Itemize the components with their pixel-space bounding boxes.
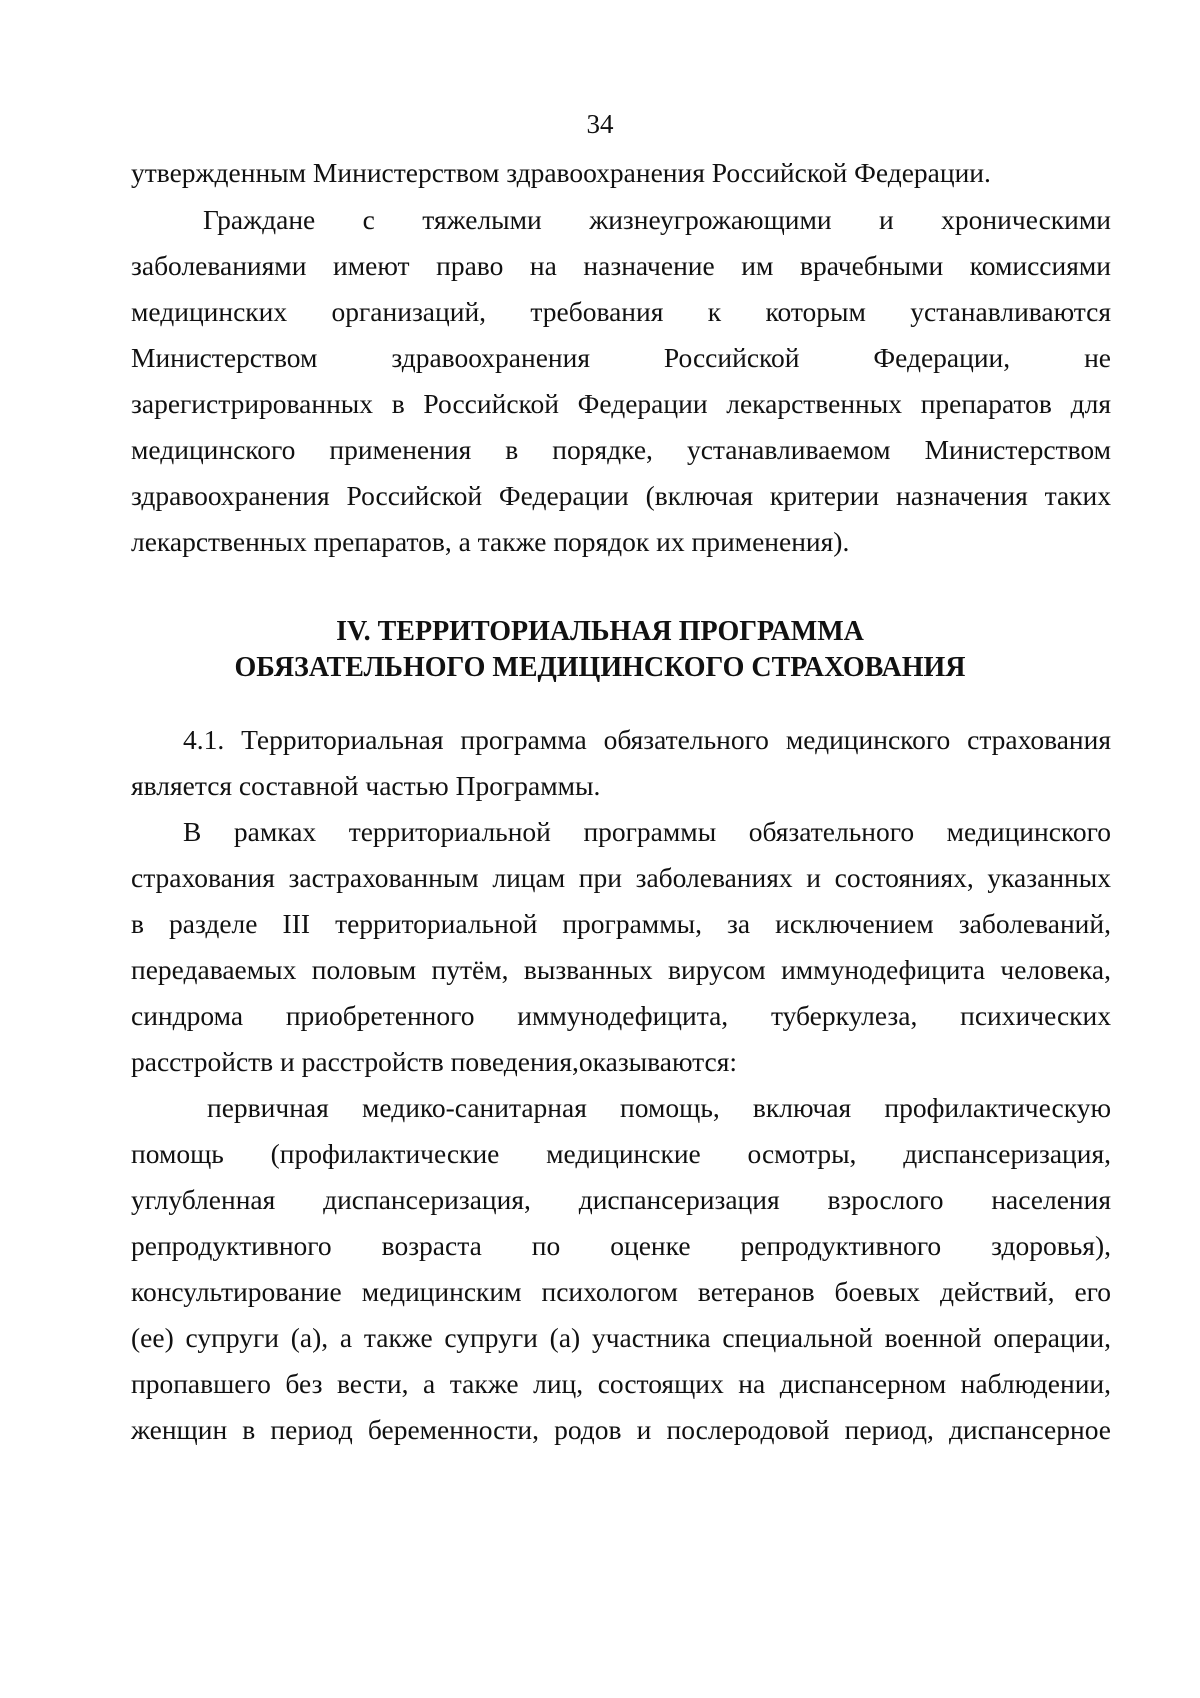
text-line: страхования застрахованным лицам при заболеваниях и состояниях, указанных bbox=[131, 862, 1111, 893]
text-line: пропавшего без вести, а также лиц, состоящих на диспансерном наблюдении, bbox=[131, 1368, 1111, 1399]
text-line: передаваемых половым путём, вызванных вирусом иммунодефицита человека, bbox=[131, 954, 1111, 985]
section-heading-line-2: ОБЯЗАТЕЛЬНОГО МЕДИЦИНСКОГО СТРАХОВАНИЯ bbox=[234, 652, 966, 683]
text-line: расстройств и расстройств поведения,оказываются: bbox=[131, 1046, 738, 1077]
text-line: В рамках территориальной программы обязательного медицинского bbox=[183, 816, 1111, 847]
text-line: репродуктивного возраста по оценке репродуктивного здоровья), bbox=[131, 1230, 1111, 1261]
section-heading-line-1: IV. ТЕРРИТОРИАЛЬНАЯ ПРОГРАММА bbox=[336, 616, 864, 647]
text-line: заболеваниями имеют право на назначение им врачебными комиссиями bbox=[131, 250, 1111, 281]
text-line: углубленная диспансеризация, диспансеризация взрослого населения bbox=[131, 1184, 1111, 1215]
text-line: (ее) супруги (а), а также супруги (а) участника специальной военной операции, bbox=[131, 1322, 1111, 1353]
page-number: 34 bbox=[586, 109, 614, 139]
text-line: в разделе III территориальной программы, за исключением заболеваний, bbox=[131, 908, 1111, 939]
text-line: зарегистрированных в Российской Федерации лекарственных препаратов для bbox=[131, 388, 1111, 419]
text-line: медицинских организаций, требования к которым устанавливаются bbox=[131, 296, 1111, 327]
text-line: Граждане с тяжелыми жизнеугрожающими и хроническими bbox=[203, 204, 1111, 235]
text-line: женщин в период беременности, родов и послеродовой период, диспансерное bbox=[131, 1414, 1111, 1445]
text-line: консультирование медицинским психологом ветеранов боевых действий, его bbox=[131, 1276, 1111, 1307]
text-line: утвержденным Министерством здравоохранения Российской Федерации. bbox=[131, 157, 991, 188]
text-line: здравоохранения Российской Федерации (включая критерии назначения таких bbox=[131, 480, 1111, 511]
text-line: первичная медико-санитарная помощь, включая профилактическую bbox=[207, 1092, 1111, 1123]
text-line: лекарственных препаратов, а также порядок их применения). bbox=[131, 526, 850, 557]
text-line: медицинского применения в порядке, устанавливаемом Министерством bbox=[131, 434, 1111, 465]
text-line: 4.1. Территориальная программа обязательного медицинского страхования bbox=[183, 724, 1111, 755]
text-line: помощь (профилактические медицинские осмотры, диспансеризация, bbox=[131, 1138, 1111, 1169]
text-line: Министерством здравоохранения Российской Федерации, не bbox=[131, 342, 1111, 373]
text-line: является составной частью Программы. bbox=[131, 770, 601, 801]
text-line: синдрома приобретенного иммунодефицита, туберкулеза, психических bbox=[131, 1000, 1111, 1031]
